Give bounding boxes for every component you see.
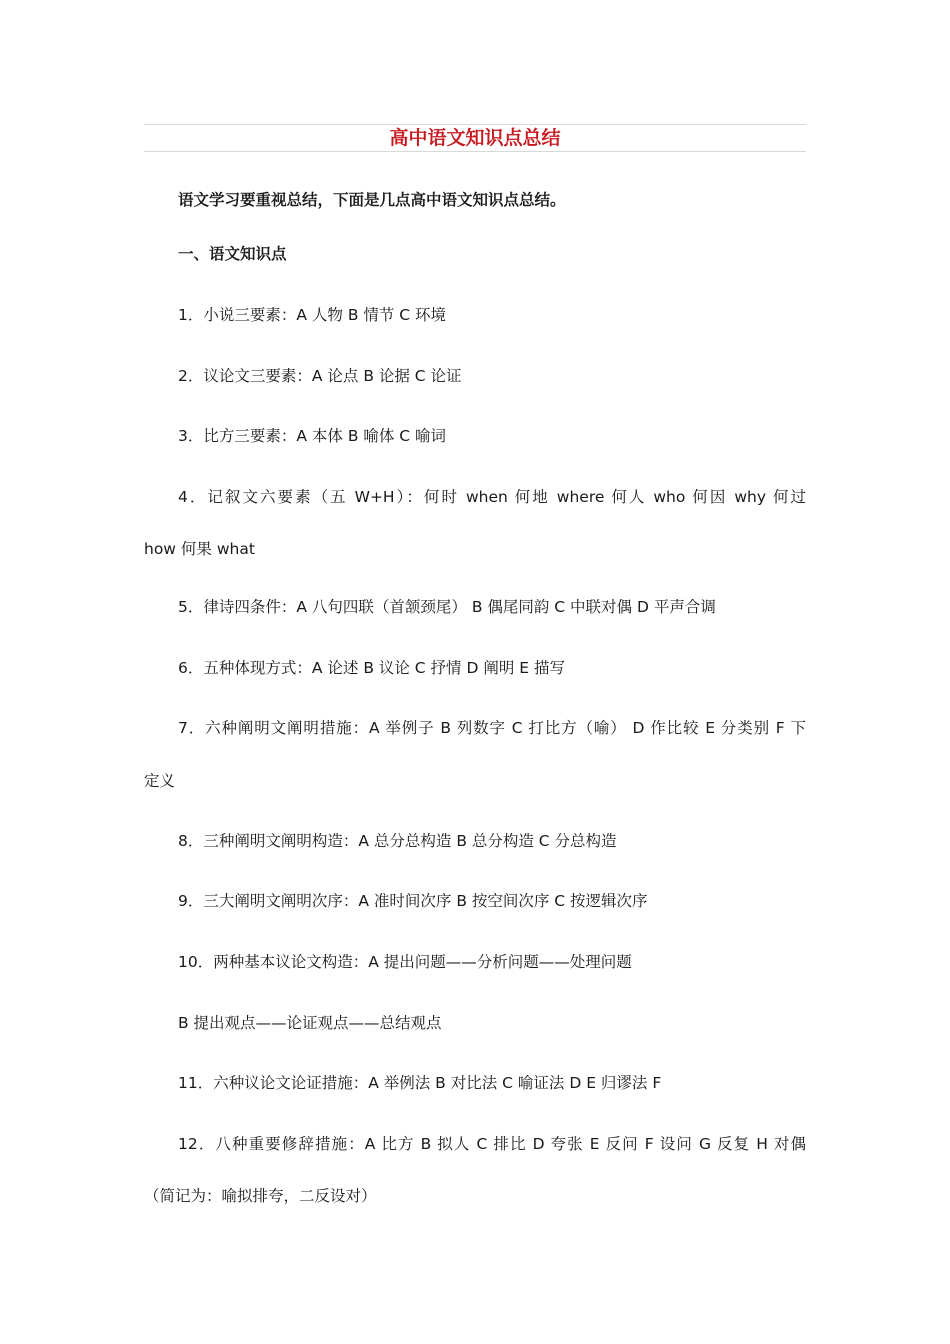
- list-item: 1．小说三要素：A 人物 B 情节 C 环境: [178, 306, 447, 324]
- list-item: 11．六种议论文论证措施：A 举例法 B 对比法 C 喻证法 D E 归谬法 F: [178, 1074, 662, 1092]
- section-heading: 一、语文知识点: [178, 245, 287, 263]
- list-item: 7．六种阐明文阐明措施：A 举例子 B 列数字 C 打比方（喻） D 作比较 E 分类别 F 下: [178, 719, 806, 737]
- list-item: 9．三大阐明文阐明次序：A 准时间次序 B 按空间次序 C 按逻辑次序: [178, 892, 648, 910]
- list-item: 2．议论文三要素：A 论点 B 论据 C 论证: [178, 367, 462, 385]
- intro-paragraph: 语文学习要重视总结，下面是几点高中语文知识点总结。: [178, 191, 566, 209]
- list-item-continuation: B 提出观点——论证观点——总结观点: [178, 1014, 442, 1032]
- list-item: 10．两种基本议论文构造：A 提出问题——分析问题——处理问题: [178, 953, 632, 971]
- list-item: 3．比方三要素：A 本体 B 喻体 C 喻词: [178, 427, 447, 445]
- list-item: 6．五种体现方式：A 论述 B 议论 C 抒情 D 阐明 E 描写: [178, 659, 565, 677]
- list-item: 4．记叙文六要素（五 W+H）：何时 when 何地 where 何人 who 何因 why 何过: [178, 488, 806, 506]
- title-bar: [144, 124, 806, 152]
- list-item: 5．律诗四条件：A 八句四联（首颔颈尾） B 偶尾同韵 C 中联对偶 D 平声合调: [178, 598, 716, 616]
- list-item: 12．八种重要修辞措施：A 比方 B 拟人 C 排比 D 夸张 E 反问 F 设问 G 反复 H 对偶: [178, 1135, 806, 1153]
- list-item-continuation: 定义: [144, 772, 176, 790]
- list-item: 8．三种阐明文阐明构造：A 总分总构造 B 总分构造 C 分总构造: [178, 832, 617, 850]
- page-title: 高中语文知识点总结: [389, 127, 561, 149]
- list-item-continuation: （简记为：喻拟排夸，二反设对）: [144, 1187, 377, 1205]
- list-item-continuation: how 何果 what: [144, 540, 255, 558]
